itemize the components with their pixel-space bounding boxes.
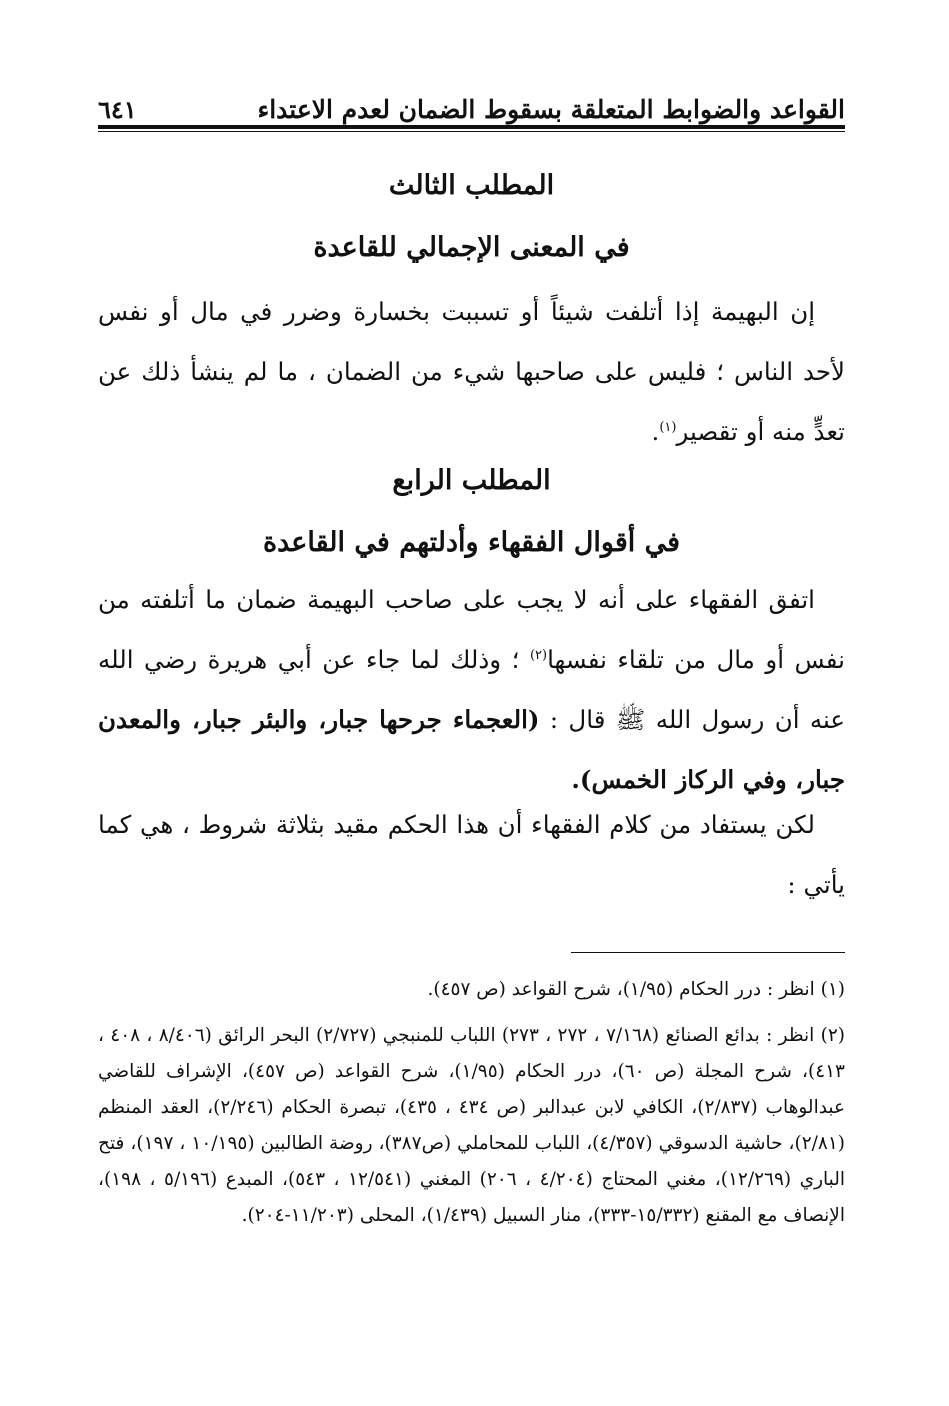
running-title: القواعد والضوابط المتعلقة بسقوط الضمان لعدم الاعتداء (257, 95, 845, 124)
section-3-text: إن البهيمة إذا أتلفت شيئاً أو تسببت بخسارة وضرر في مال أو نفس لأحد الناس ؛ فليس على صاحبها شيء من الضمان ، ما لم ينشأ ذلك عن تعدٍّ منه أو تقصير (98, 297, 845, 446)
section-4-title: المطلب الرابع (392, 465, 551, 496)
page-number: ٦٤١ (98, 95, 137, 124)
section-3-paragraph (98, 282, 845, 462)
header-rule-thin (98, 131, 845, 132)
footnote-ref-2: (٢) (529, 647, 548, 663)
section-3-text-end: . (651, 417, 660, 446)
header-rule (98, 125, 845, 129)
section-4-paragraph-2: لكن يستفاد من كلام الفقهاء أن هذا الحكم مقيد بثلاثة شروط ، هي كما يأتي : (98, 810, 845, 899)
section-3-title: المطلب الثالث (388, 170, 555, 201)
section-4-text-2: ؛ وذلك لما جاء عن أبي هريرة رضي الله عنه أن رسول الله ﷺ قال : (98, 645, 846, 734)
footnote-2: (٢) انظر : بدائع الصنائع (٧/١٦٨ ، ٢٧٢ ، ٢٧٣) اللباب للمنبجي (٢/٧٢٧) البحر الرائق (٨/٤٠٦ ، ٤٠٨ ، ٤١٣)، شرح المجلة (ص ٦٠)، درر الحكام (١/٩٥)، شرح القواعد (ص ٤٥٧)، الإشراف للقاضي عبدالوهاب (٢/٨٣٧)، الكافي لابن عبدالبر (ص ٤٣٤ ، ٤٣٥)، تبصرة الحكام (٢/٢٤٦)، العقد المنظم (٢/٨١)، حاشية الدسوقي (٤/٣٥٧)، اللباب للمحاملي (ص٣٨٧)، روضة الطالبين (١٠/١٩٥ ، ١٩٧)، فتح الباري (١٢/٢٦٩)، مغني المحتاج (٤/٢٠٤ ، ٢٠٦) المغني (١٢/٥٤١ ، ٥٤٣)، المبدع (٥/١٩٦ ، ١٩٨)، الإنصاف مع المقنع (١٥/٣٣٢-٣٣٣)، منار السبيل (١/٤٣٩)، المحلى (١١/٢٠٣-٢٠٤). (98, 1025, 846, 1226)
section-4-paragraph-1 (98, 570, 845, 810)
footnote-separator (571, 952, 845, 953)
section-4-subtitle: في أقوال الفقهاء وأدلتهم في القاعدة (262, 527, 681, 558)
hadith-quote: (العجماء جرحها جبار، والبئر جبار، والمعدن جبار، وفي الركاز الخمس). (98, 705, 845, 794)
running-header (98, 88, 845, 124)
section-4-text-1: اتفق الفقهاء على أنه لا يجب على صاحب البهيمة ضمان ما أتلفته من نفس أو مال من تلقاء نفسها (98, 585, 845, 674)
section-3-subtitle: في المعنى الإجمالي للقاعدة (313, 232, 630, 263)
footnote-ref-1: (١) (659, 419, 677, 435)
footnote-1: (١) انظر : درر الحكام (١/٩٥)، شرح القواعد (ص ٤٥٧). (427, 979, 845, 1000)
